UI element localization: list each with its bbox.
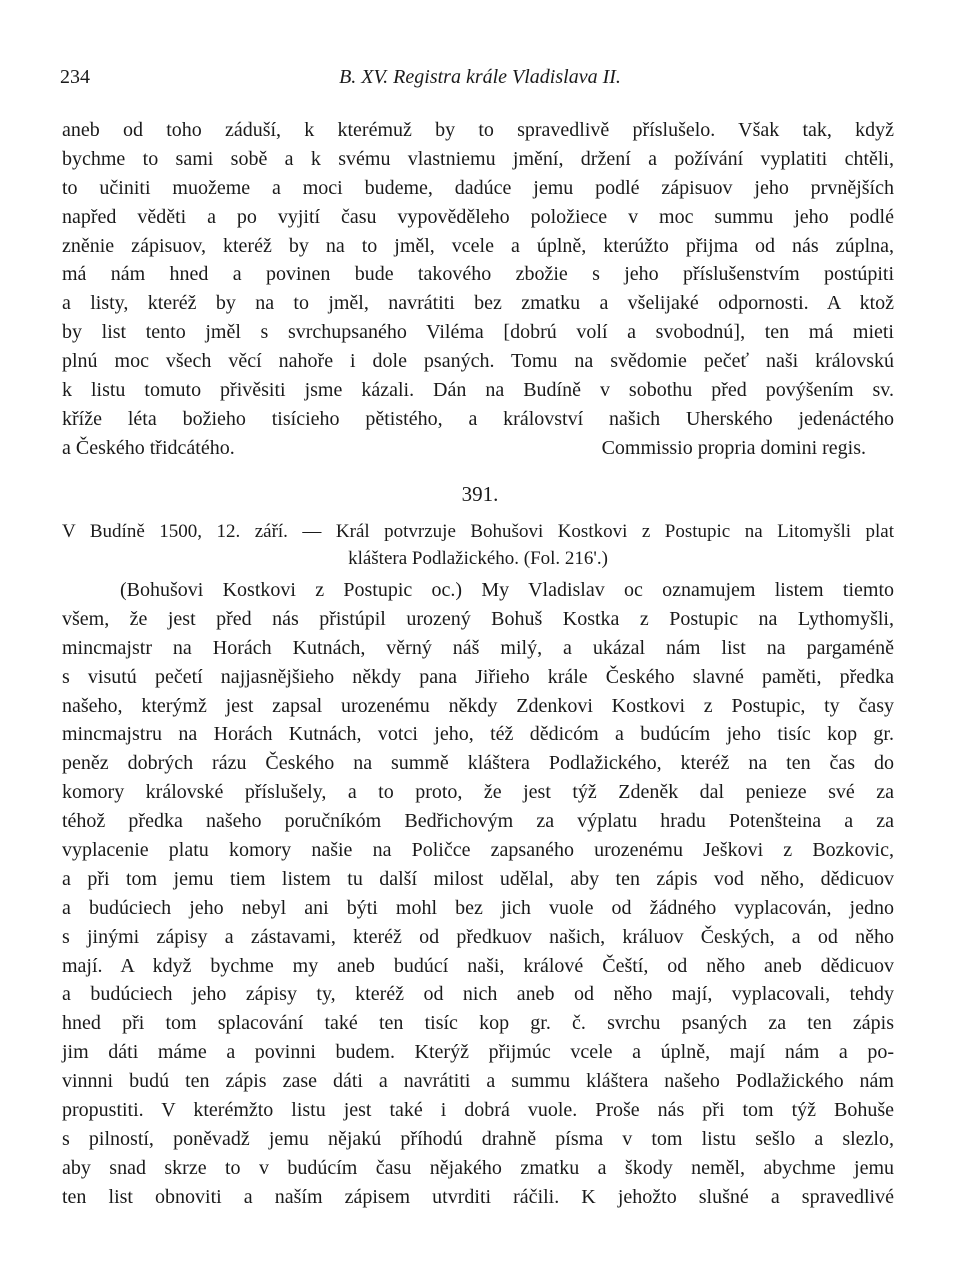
text-line: s visutú pečetí najjasnějšieho někdy pana Jiřieho krále Českého slavné paměti, předka [62,665,894,688]
text-line: komory královské příslušely, a to proto, že jest týž Zdeněk dal penieze své za [62,781,894,804]
text-line: plnú moc všech věcí nahoře i dole psaných. Tomu na svědomie pečeť naši královskú [62,350,894,373]
text-line: a budúciech jeho zápisy ty, kteréž od nich aneb od něho mají, vyplacovali, tehdy [62,983,894,1006]
document-heading [62,518,894,572]
text-line: má nám hned a povinen bude takového zbožie s jeho příslušenstvím postúpiti [62,263,894,286]
text-line: s jinými zápisy a zástavami, kteréž od předkuov našich, králuov Českých, a od něho [62,925,894,948]
text-line: zněnie zápisuov, kteréž by na to jměl, vcele a úplně, kterúžto přijma od nás zúplna, [62,234,894,257]
text-line: propustiti. V kterémžto listu jest také i dobrá vuole. Proše nás při tom týž Bohuše [62,1099,894,1122]
paragraph-second [62,576,894,1212]
paragraph-first [62,116,894,463]
text-line: to učiniti muožeme a moci budeme, dadúce jemu podlé zápisuov jeho prvnějších [62,176,894,199]
text-line: vyplacenie platu komory našie na Poličce zapsaného urozenému Ješkovi z Bozkovic, [62,839,894,862]
commissio-formula: Commissio propria domini regis. [601,436,866,459]
document-number: 391. [461,482,499,506]
heading-line: V Budíně 1500, 12. září. — Král potvrzuje Bohušovi Kostkovi z Postupic na Litomyšli plat [62,521,894,542]
text-line: aby snad skrze to v budúcím času nějakého zmatku a škody neměl, abychme jemu [62,1156,894,1179]
text-line: kříže léta božieho tisícieho pětistého, a království našich Uherského jedenáctého [62,407,894,430]
text-line: téhož předka našeho poručníkóm Bedřichovým za výplatu hradu Potenšteina a za [62,810,894,833]
text-line: napřed věděti a po vyjití času vypověděleho položiece v moc summu jeho podlé [62,205,894,228]
text-line: (Bohušovi Kostkovi z Postupic oc.) My Vladislav oc oznamujem listem tiemto [120,579,894,601]
text-line: a při tom jemu tiem listem tu další milost udělal, aby ten zápis vod něho, dědicuov [62,867,894,890]
text-line: a listy, kteréž by na to jměl, navrátiti bez zmatku a všelijaké odpornosti. A ktož [62,292,894,315]
text-line: s pilností, poněvadž jemu nějakú příhodú drahně písma v tom listu sešlo a slezlo, [62,1127,894,1150]
running-head: B. XV. Registra krále Vladislava II. [339,66,621,88]
text-line: našeho, kterýmž jest zapsal urozenému někdy Zdenkovi Kostkovi z Postupic, ty časy [62,694,894,717]
text-line: k listu tomuto přivěsiti jsme kázali. Dán na Budíně v sobothu před povýšením sv. [62,379,894,402]
text-line: mincmajstr na Horách Kutnách, věrný náš milý, a ukázal nám list na pargaméně [62,636,894,659]
text-line: bychme to sami sobě a k svému vlastniemu jmění, držení a požívání vyplatiti chtěli, [62,147,894,170]
text-line: vinnni budú ten zápis zase dáti a navrátiti a summu kláštera našeho Podlažického nám [62,1070,894,1093]
text-line: a Českého třidcátého. [62,436,235,459]
text-line: a budúciech jeho nebyl ani býti mohl bez jich vuole od žádného vyplacován, jedno [62,896,894,919]
text-line: aneb od toho záduší, k kterémuž by to spravedlivě příslušelo. Však tak, když [62,119,894,141]
text-line: ten list obnoviti a naším zápisem utvrditi ráčili. K jehožto slušné a spravedlivé [62,1185,894,1208]
text-line: mají. A když bychme my aneb budúcí naši, králové Čeští, od něho aneb dědicuov [62,954,894,977]
text-line: jim dáti máme a povinni budem. Kterýž přijmúc vcele a úplně, mají nám a po- [62,1041,894,1064]
heading-line: kláštera Podlažického. (Fol. 216'.) [348,548,608,569]
text-line: mincmajstru na Horách Kutnách, votci jeho, též dědicóm a budúcím jeho tisíc kop gr. [62,723,894,746]
text-line: hned při tom splacování také ten tisíc kop gr. č. svrchu psaných za ten zápis [62,1012,894,1035]
page-header [60,66,900,96]
text-line: peněz dobrých rázu Českého na summě kláštera Podlažického, kteréž na ten čas do [62,752,894,775]
text-line: všem, že jest před nás přistúpil urozený Bohuš Kostka z Postupic na Lythomyšli, [62,607,894,630]
text-line: by list tento jměl s svrchupsaného Viléma [dobrú volí a svobodnú], ten má mieti [62,321,894,344]
page-number: 234 [60,66,90,88]
